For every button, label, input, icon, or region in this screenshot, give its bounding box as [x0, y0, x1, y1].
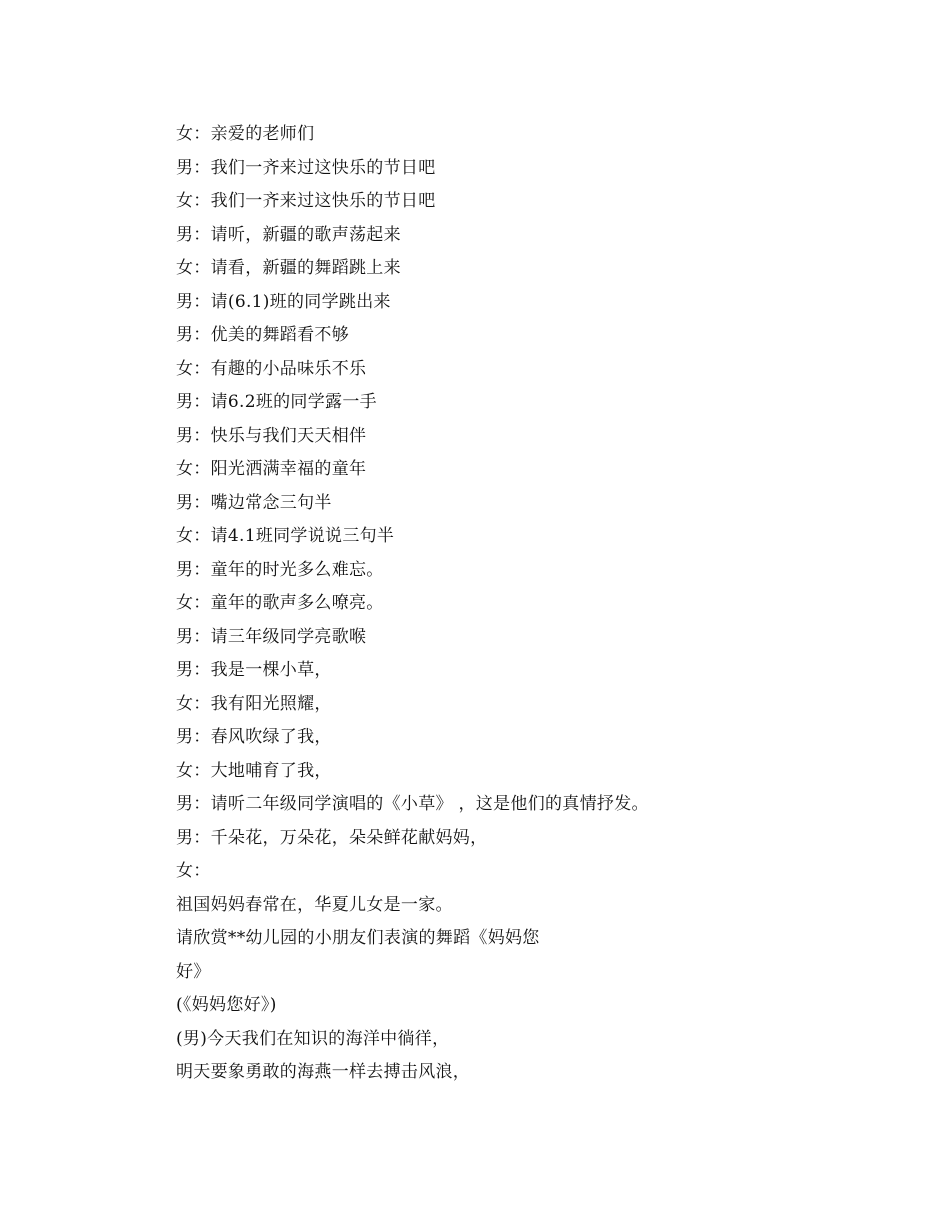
script-text — [176, 118, 776, 1090]
text-line: 女：阳光洒满幸福的童年 — [176, 459, 367, 479]
text-line: 女：亲爱的老师们 — [176, 124, 315, 144]
text-line: 女： — [176, 861, 211, 881]
text-line: 男：请6.2班的同学露一手 — [176, 392, 377, 412]
text-line: 女：有趣的小品味乐不乐 — [176, 358, 367, 379]
text-line: 男：优美的舞蹈看不够 — [176, 325, 349, 345]
text-line: 女：童年的歌声多么嘹亮。 — [176, 593, 384, 613]
text-line: (男)今天我们在知识的海洋中徜徉， — [176, 1028, 450, 1049]
text-line: 男：春风吹绿了我， — [176, 727, 332, 747]
text-line: 女：我有阳光照耀， — [176, 693, 332, 714]
text-line: 男：嘴边常念三句半 — [176, 492, 332, 513]
text-line: 男：我是一棵小草， — [176, 660, 332, 680]
text-line: 男：请听，新疆的歌声荡起来 — [176, 224, 401, 245]
text-line: 祖国妈妈春常在，华夏儿女是一家。 — [176, 894, 453, 915]
text-line: 男：请听二年级同学演唱的《小草》 ，这是他们的真情抒发。 — [176, 794, 649, 814]
text-line: 女：我们一齐来过这快乐的节日吧 — [176, 191, 436, 211]
text-line: 男：我们一齐来过这快乐的节日吧 — [176, 157, 436, 178]
text-line: 男：童年的时光多么难忘。 — [176, 559, 384, 580]
text-line: 男：请三年级同学亮歌喉 — [176, 626, 367, 647]
text-line: 男：千朵花，万朵花，朵朵鲜花献妈妈， — [176, 827, 488, 848]
text-line: 男：快乐与我们天天相伴 — [176, 425, 367, 446]
text-line: 明天要象勇敢的海燕一样去搏击风浪， — [176, 1062, 471, 1082]
text-line: 好》 — [176, 961, 211, 982]
text-line: 女：请看，新疆的舞蹈跳上来 — [176, 258, 401, 278]
text-line: 女：请4.1班同学说说三句半 — [176, 526, 395, 546]
text-line: 请欣赏**幼儿园的小朋友们表演的舞蹈《妈妈您 — [176, 928, 540, 948]
text-line: (《妈妈您好》) — [176, 995, 277, 1015]
text-line: 女：大地哺育了我， — [176, 760, 332, 781]
text-line: 男：请(6.1)班的同学跳出来 — [176, 291, 391, 312]
